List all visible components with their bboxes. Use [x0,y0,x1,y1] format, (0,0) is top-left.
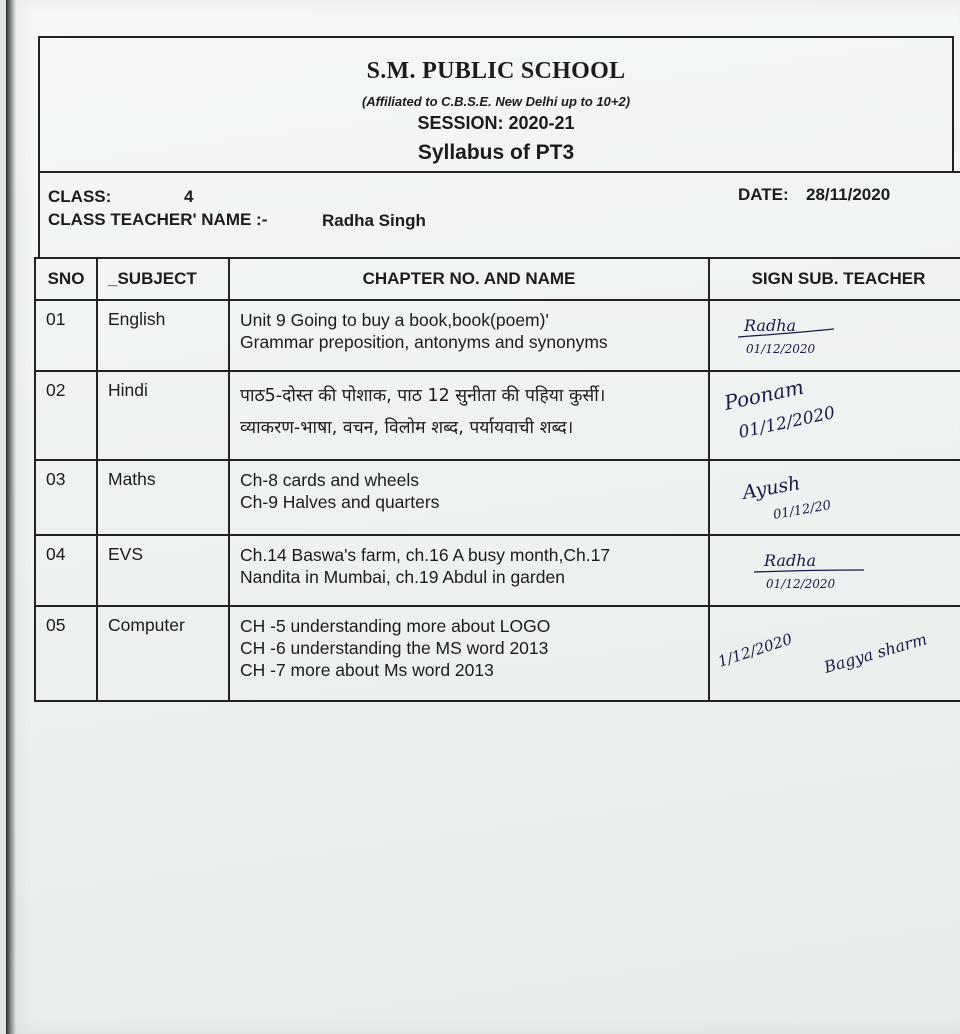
handwritten-signature [714,305,954,361]
signature-name: Bagya sharm [821,629,930,677]
header-box [38,36,954,172]
affiliation-line: (Affiliated to C.B.S.E. New Delhi up to 10+2) [361,94,631,109]
signature-date: 01/12/2020 [766,577,836,591]
session-line: SESSION: 2020-21 [417,113,575,133]
date-label: DATE: [738,185,789,204]
table-row [35,371,960,460]
signature-date: 01/12/2020 [746,342,816,356]
chapter-line: Ch-8 cards and wheels [240,470,419,490]
column-header-subject: _SUBJECT [97,258,229,300]
chapter-line: पाठ5-दोस्त की पोशाक, पाठ 12 सुनीता की पहिया कुर्सी। [240,386,606,406]
signature-cell [709,460,960,535]
sno-cell: 04 [35,535,97,606]
school-name: S.M. PUBLIC SCHOOL [366,58,626,84]
chapter-line: Ch.14 Baswa's farm, ch.16 A busy month,Ch.17 [240,545,611,565]
handwritten-signature [714,376,954,450]
chapter-line: CH -6 understanding the MS word 2013 [240,638,549,658]
syllabus-table [34,257,960,702]
subject-cell: Maths [97,460,229,535]
signature-cell [709,535,960,606]
table-row [35,606,960,701]
chapter-line: CH -7 more about Ms word 2013 [240,660,494,680]
signature-cell [709,606,960,701]
class-teacher-name: Radha Singh [322,211,426,230]
chapter-line: Grammar preposition, antonyms and synonyms [240,332,608,352]
signature-date: 1/12/2020 [715,629,795,671]
sno-cell: 01 [35,300,97,371]
signature-date: 01/12/20 [772,498,833,523]
chapter-line: Ch-9 Halves and quarters [240,492,440,512]
chapter-line: Unit 9 Going to buy a book,book(poem)' [240,310,549,330]
subject-cell: EVS [97,535,229,606]
sno-cell: 03 [35,460,97,535]
paper-shadow-edge [6,0,16,1034]
table-row [35,300,960,371]
date-value: 28/11/2020 [806,185,891,204]
chapter-line: व्याकरण-भाषा, वचन, विलोम शब्द, पर्यायवाची शब्द। [240,418,574,438]
class-teacher-label: CLASS TEACHER' NAME :- [48,210,268,229]
sno-cell: 02 [35,371,97,460]
table-row [35,535,960,606]
handwritten-signature [714,611,958,691]
signature-name: Ayush [741,472,802,504]
table-header-row [35,258,960,300]
handwritten-signature [714,465,954,525]
signature-cell [709,371,960,460]
chapter-cell [229,460,709,535]
subject-cell: Hindi [97,371,229,460]
column-header-sno: SNO [35,258,97,300]
class-info-box [38,171,960,257]
sno-cell: 05 [35,606,97,701]
signature-name: Radha [764,551,817,570]
signature-cell [709,300,960,371]
subject-cell: English [97,300,229,371]
chapter-cell [229,606,709,701]
subject-cell: Computer [97,606,229,701]
column-header-chapter: CHAPTER NO. AND NAME [229,258,709,300]
chapter-line: CH -5 understanding more about LOGO [240,616,551,636]
chapter-cell [229,300,709,371]
chapter-cell [229,371,709,460]
signature-name: Radha [744,316,797,335]
syllabus-sheet [6,0,960,1034]
class-value: 4 [184,187,194,206]
class-label: CLASS: [48,187,112,206]
signature-underline [754,570,864,572]
chapter-line: Nandita in Mumbai, ch.19 Abdul in garden [240,567,565,587]
table-row [35,460,960,535]
column-header-sign: SIGN SUB. TEACHER [709,258,960,300]
handwritten-signature [714,540,954,596]
signature-name: Poonam [722,376,806,415]
document-title: Syllabus of PT3 [417,141,575,164]
chapter-cell [229,535,709,606]
signature-date: 01/12/2020 [736,402,837,443]
